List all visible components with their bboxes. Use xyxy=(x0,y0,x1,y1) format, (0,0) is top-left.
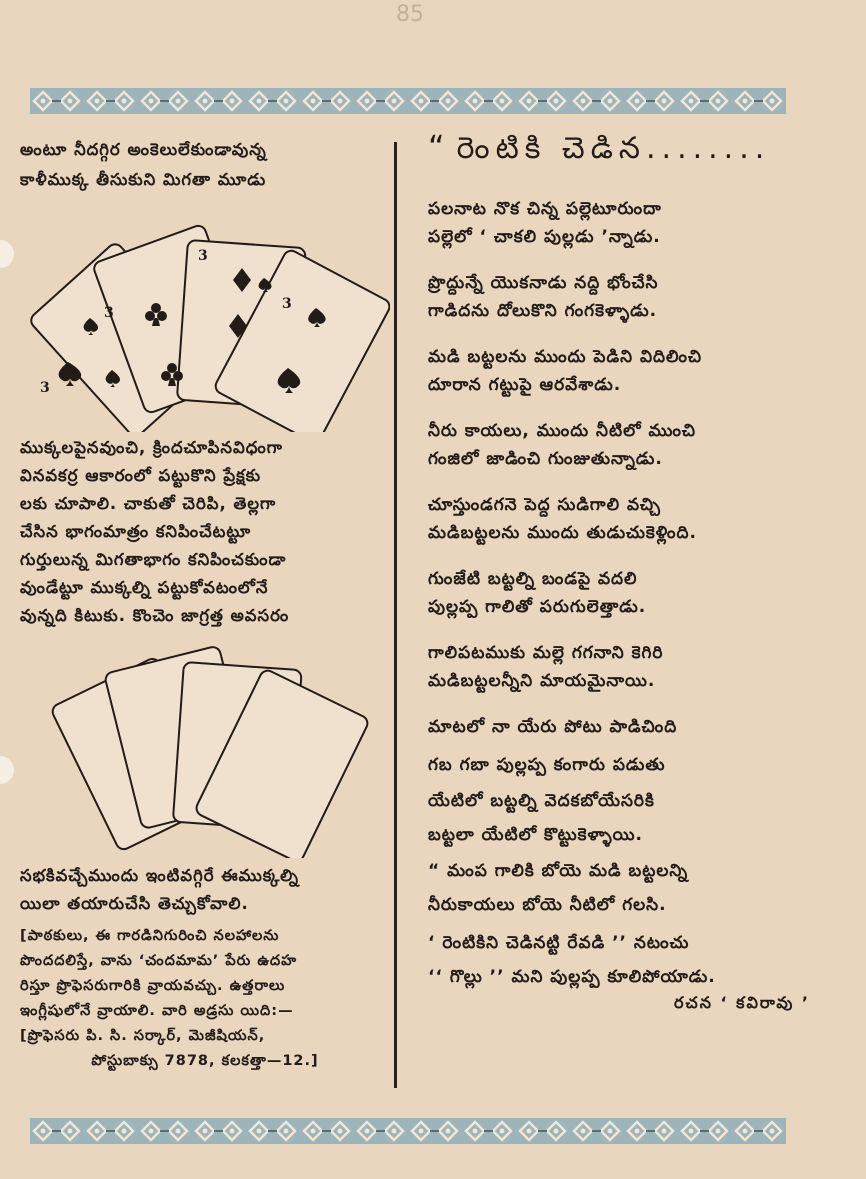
poem-line: మడిబట్టలను ముందు తుడుచుకెళ్లింది. xyxy=(428,523,697,543)
poem-line: ప్రొద్దున్నే యొకనాడు నద్ది భోంచేసి xyxy=(428,273,659,293)
poem-couplet xyxy=(428,639,810,695)
poem-line: గాడిదను దోలుకొని గంగకెళ్ళాడు. xyxy=(428,301,658,321)
poem-couplet xyxy=(428,491,810,547)
right-column xyxy=(428,128,810,1016)
poem-line: నీరుకాయలు బోయె నీటిలో గలసి. xyxy=(428,895,667,915)
card-rank-label: 3 xyxy=(198,248,208,264)
poem-line: పల్లెలో ‘ చాకలి పుల్లడు ’న్నాడు. xyxy=(428,227,661,247)
poem-couplet xyxy=(428,857,810,919)
note-line: పొందదలిస్తే, వాను ‘చందమామ’ పేరు ఉదహ xyxy=(20,953,298,969)
reader-note xyxy=(20,924,390,1074)
poem-couplet xyxy=(428,417,810,473)
poem-line: ‘‘ గొల్లు ’’ మని పుల్లప్ప కూలిపోయాడు. xyxy=(428,967,716,987)
text-line: కాళీముక్క తీసుకుని మిగతా మూడు xyxy=(20,170,267,189)
poem-line: మాటలో నా యేరు పోటు పాడిచింది xyxy=(428,717,678,737)
poem-title: “ రెంటికి చెడిన........ xyxy=(428,128,810,173)
poem-couplet xyxy=(428,195,810,251)
poem-line: గుంజేటి బట్టల్ని బండపై వదలి xyxy=(428,569,638,589)
text-line: వుండేట్టూ ముక్కల్ని పట్టుకోవటంలోనే xyxy=(20,578,269,597)
poem-couplet xyxy=(428,565,810,621)
punch-hole xyxy=(0,756,14,784)
poem-line: గాలిపటముకు మల్లె గగనాని కెగిరి xyxy=(428,643,664,663)
poem-line: గంజిలో జాడించి గుంజుతున్నాడు. xyxy=(428,449,663,469)
text-line: వినవకర్ర ఆకారంలో పట్టుకొని ప్రేక్షకు xyxy=(20,466,262,485)
card-rank-label: 3 xyxy=(104,305,114,321)
poem-couplet xyxy=(428,713,810,779)
poem-line: పలనాట నొక చిన్న పల్లెటూరుందా xyxy=(428,199,662,219)
text-line: వున్నది కిటుకు. కొంచెం జాగ్రత్త అవసరం xyxy=(20,606,290,625)
bottom-decorative-border xyxy=(30,1118,786,1144)
poem-line: చూస్తుండగనె పెద్ద సుడిగాలి వచ్చి xyxy=(428,495,661,515)
poem-line: ‘ రెంటికిని చెడినట్టి రేవడి ’’ నటంచు xyxy=(428,933,690,953)
poem-line: యేటిలో బట్టల్ని వెదకబోయేసరికి xyxy=(428,791,655,811)
poem-line: మడిబట్టలన్నీని మాయమైనాయి. xyxy=(428,671,656,691)
punch-hole xyxy=(0,240,14,268)
top-decorative-border xyxy=(30,88,786,114)
poem-line: నీరు కాయలు, ముందు నీటిలో ముంచి xyxy=(428,421,696,441)
poem-line: పుల్లప్ప గాలితో పరుగులెత్తాడు. xyxy=(428,597,647,617)
poem-couplet xyxy=(428,787,810,849)
poem-line: దూరాన గట్టుపై ఆరవేశాడు. xyxy=(428,375,622,395)
blank-cards-illustration xyxy=(20,628,390,858)
poem-line: మడి బట్టలను ముందు పెడిని విదిలించి xyxy=(428,347,703,367)
text-line: ముక్కలపైనవుంచి, క్రిందచూపినవిధంగా xyxy=(20,438,283,457)
poem-line: బట్టలా యేటిలో కొట్టుకెళ్ళాయి. xyxy=(428,825,643,845)
note-line: రిస్తూ ప్రొఫెసరుగారికి వ్రాయవచ్చు. ఉత్తరాలు xyxy=(20,978,286,994)
poem-line: “ మంప గాలికి బోయె మడి బట్టలన్ని xyxy=(428,861,689,881)
poem-couplet xyxy=(428,269,810,325)
card-rank-label: 3 xyxy=(282,296,292,312)
fanned-cards-illustration xyxy=(20,192,390,432)
card-rank-label: 3 xyxy=(40,380,50,396)
note-line: [పాఠకులు, ఈ గారడినిగురించి నలహాలను xyxy=(20,928,280,944)
note-line: పోస్టుబాక్సు 7878, కలకత్తా—12.] xyxy=(91,1053,319,1069)
page-number: 85 xyxy=(396,2,424,27)
text-line: సభకివచ్చేముందు ఇంటివగ్గిరే ఈముక్కల్ని xyxy=(20,866,299,885)
note-line: [ప్రొఫెసరు పి. సి. సర్కార్, మెజీషియన్, xyxy=(20,1028,266,1044)
poem-couplet xyxy=(428,343,810,399)
left-column xyxy=(20,130,390,1074)
text-line: లకు చూపాలి. చాకుతో చెరిపి, తెల్లగా xyxy=(20,494,277,513)
text-line: అంటూ నీదగ్గిర అంకెలులేకుండావున్న xyxy=(20,140,267,159)
text-line: యిలా తయారుచేసి తెచ్చుకోవాలి. xyxy=(20,894,249,913)
note-line: ఇంగ్లీషులోనే వ్రాయాలి. వారి అడ్రసు యిది:— xyxy=(20,1003,294,1019)
author-credit: రచన ‘ కవిరావు ’ xyxy=(674,993,810,1012)
column-divider xyxy=(394,142,397,1088)
poem-couplet xyxy=(428,929,810,991)
poem-line: గబ గబా పుల్లప్ప కంగారు పడుతు xyxy=(428,755,666,775)
text-line: గుర్తులున్న మిగతాభాగం కనిపించకుండా xyxy=(20,550,287,569)
text-line: చేసిన భాగంమాత్రం కనిపించేటట్టూ xyxy=(20,522,252,541)
